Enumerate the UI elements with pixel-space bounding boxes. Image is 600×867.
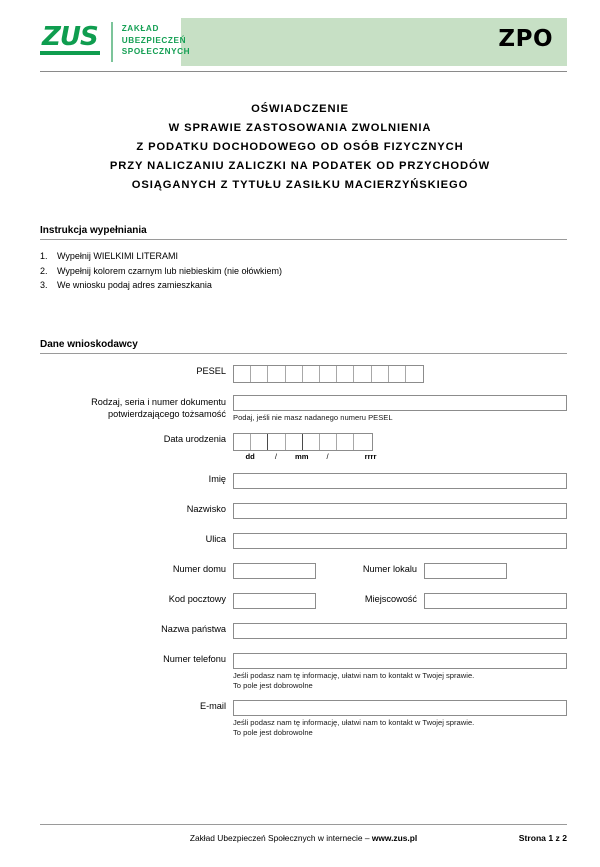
phone-hint-line-1: Jeśli podasz nam tę informację, ułatwi nam to kontakt w Twojej sprawie.: [233, 670, 475, 680]
instructions-list: [40, 249, 567, 293]
pesel-cell[interactable]: [406, 366, 423, 382]
id-document-label-line-2: potwierdzającego tożsamość: [108, 408, 226, 419]
title-line-2: W SPRAWIE ZASTOSOWANIA ZWOLNIENIA: [168, 122, 432, 134]
street-input[interactable]: [233, 533, 567, 549]
form-code-band: [181, 18, 567, 66]
list-item: [40, 264, 567, 279]
instruction-number: 1.: [40, 251, 48, 261]
birth-date-label: Data urodzenia: [163, 433, 226, 444]
field-row-postal-city: [40, 593, 567, 609]
house-number-label: Numer domu: [172, 563, 226, 574]
birth-date-legend: [233, 451, 405, 461]
zus-logo: [40, 22, 190, 70]
instructions-heading: Instrukcja wypełniania: [40, 225, 147, 236]
email-label: E-mail: [199, 700, 226, 711]
field-row-house-flat: [40, 563, 567, 579]
form-code-label: ZPO: [498, 26, 553, 52]
postal-code-label: Kod pocztowy: [168, 593, 226, 604]
pesel-cell[interactable]: [303, 366, 320, 382]
postal-code-input[interactable]: [233, 593, 316, 609]
pesel-cell[interactable]: [320, 366, 337, 382]
email-hint-line-1: Jeśli podasz nam tę informację, ułatwi nam to kontakt w Twojej sprawie.: [233, 717, 475, 727]
pesel-cell[interactable]: [268, 366, 285, 382]
field-row-email: [40, 700, 567, 739]
title-line-3: Z PODATKU DOCHODOWEGO OD OSÓB FIZYCZNYCH: [136, 141, 464, 153]
email-hint-line-2: To pole jest dobrowolne: [233, 728, 313, 738]
birth-date-cell[interactable]: [234, 434, 251, 450]
pesel-cell[interactable]: [372, 366, 389, 382]
instruction-text: Wypełnij kolorem czarnym lub niebieskim (nie ołówkiem): [57, 265, 282, 276]
pesel-label: PESEL: [196, 365, 226, 376]
field-row-pesel: [40, 365, 567, 383]
first-name-input[interactable]: [233, 473, 567, 489]
birth-date-input[interactable]: [233, 433, 373, 451]
city-input[interactable]: [424, 593, 567, 609]
field-row-birth-date: [40, 433, 567, 461]
instructions-divider: [40, 239, 567, 240]
instruction-number: 2.: [40, 265, 48, 276]
footer-url[interactable]: www.zus.pl: [371, 833, 418, 843]
applicant-form: [40, 354, 567, 739]
field-row-country: [40, 623, 567, 639]
instruction-text: Wypełnij WIELKIMI LITERAMI: [57, 251, 178, 261]
footer-divider: [40, 824, 567, 825]
birth-date-cell[interactable]: [320, 434, 337, 450]
footer-text: [40, 831, 567, 845]
footer-text-prefix: Zakład Ubezpieczeń Społecznych w internecie –: [189, 833, 372, 843]
title-line-5: OSIĄGANYCH Z TYTUŁU ZASIŁKU MACIERZYŃSKIEGO: [131, 179, 469, 191]
pesel-cell[interactable]: [337, 366, 354, 382]
field-row-street: [40, 533, 567, 549]
pesel-input[interactable]: [233, 365, 424, 383]
pesel-cell[interactable]: [354, 366, 371, 382]
applicant-heading: Dane wnioskodawcy: [40, 338, 138, 350]
birth-date-cell[interactable]: [268, 434, 285, 450]
pesel-cell[interactable]: [286, 366, 303, 382]
id-document-label: [40, 395, 233, 420]
city-label: Miejscowość: [364, 593, 417, 604]
title-line-1: OŚWIADCZENIE: [251, 103, 349, 115]
last-name-input[interactable]: [233, 503, 567, 519]
field-row-id-document: [40, 395, 567, 423]
header-divider: [40, 71, 567, 72]
birth-date-cell[interactable]: [286, 434, 303, 450]
id-document-label-line-1: Rodzaj, seria i numer dokumentu: [91, 396, 226, 407]
phone-hint: [233, 669, 567, 692]
phone-hint-line-2: To pole jest dobrowolne: [233, 681, 313, 691]
street-label: Ulica: [205, 533, 226, 544]
last-name-label: Nazwisko: [186, 503, 226, 514]
phone-label: Numer telefonu: [163, 653, 226, 664]
pesel-cell[interactable]: [389, 366, 406, 382]
birth-date-cell[interactable]: [251, 434, 268, 450]
applicant-section: [40, 339, 567, 354]
flat-number-label: Numer lokalu: [362, 563, 417, 574]
birth-date-legend-rrrr: rrrr: [364, 451, 377, 461]
page-header: [40, 18, 567, 76]
list-item: [40, 249, 567, 264]
birth-date-cell[interactable]: [354, 434, 371, 450]
document-title: [40, 100, 560, 195]
instructions-section: [40, 225, 567, 293]
field-row-last-name: [40, 503, 567, 519]
birth-date-legend-sep-2: /: [326, 451, 329, 461]
birth-date-legend-mm: mm: [295, 451, 309, 461]
id-document-input[interactable]: [233, 395, 567, 411]
instruction-text: We wniosku podaj adres zamieszkania: [57, 280, 212, 290]
country-input[interactable]: [233, 623, 567, 639]
field-row-first-name: [40, 473, 567, 489]
logo-divider: [111, 22, 113, 62]
email-hint: [233, 716, 567, 739]
zus-logo-fullname: [122, 22, 190, 58]
email-input[interactable]: [233, 700, 567, 716]
form-page: [0, 18, 600, 867]
id-document-hint: Podaj, jeśli nie masz nadanego numeru PESEL: [233, 412, 393, 422]
flat-number-input[interactable]: [424, 563, 507, 579]
first-name-label: Imię: [208, 473, 226, 484]
phone-input[interactable]: [233, 653, 567, 669]
field-row-phone: [40, 653, 567, 692]
pesel-cell[interactable]: [251, 366, 268, 382]
instruction-number: 3.: [40, 280, 48, 290]
list-item: [40, 278, 567, 293]
zus-logo-line-1: ZAKŁAD: [121, 24, 159, 33]
birth-date-legend-dd: dd: [245, 451, 255, 461]
birth-date-cell[interactable]: [337, 434, 354, 450]
pesel-cell[interactable]: [234, 366, 251, 382]
country-label: Nazwa państwa: [161, 623, 226, 634]
house-number-input[interactable]: [233, 563, 316, 579]
zus-logo-line-2: UBEZPIECZEŃ: [121, 35, 187, 45]
zus-logo-line-3: SPOŁECZNYCH: [121, 47, 191, 56]
footer-page-number: Strona 1 z 2: [518, 833, 567, 843]
title-line-4: PRZY NALICZANIU ZALICZKI NA PODATEK OD PRZYCHODÓW: [109, 160, 491, 172]
zus-logo-wordmark: ZUS: [40, 22, 100, 55]
birth-date-cell[interactable]: [303, 434, 320, 450]
page-footer: [40, 824, 567, 845]
birth-date-legend-sep-1: /: [274, 451, 278, 461]
